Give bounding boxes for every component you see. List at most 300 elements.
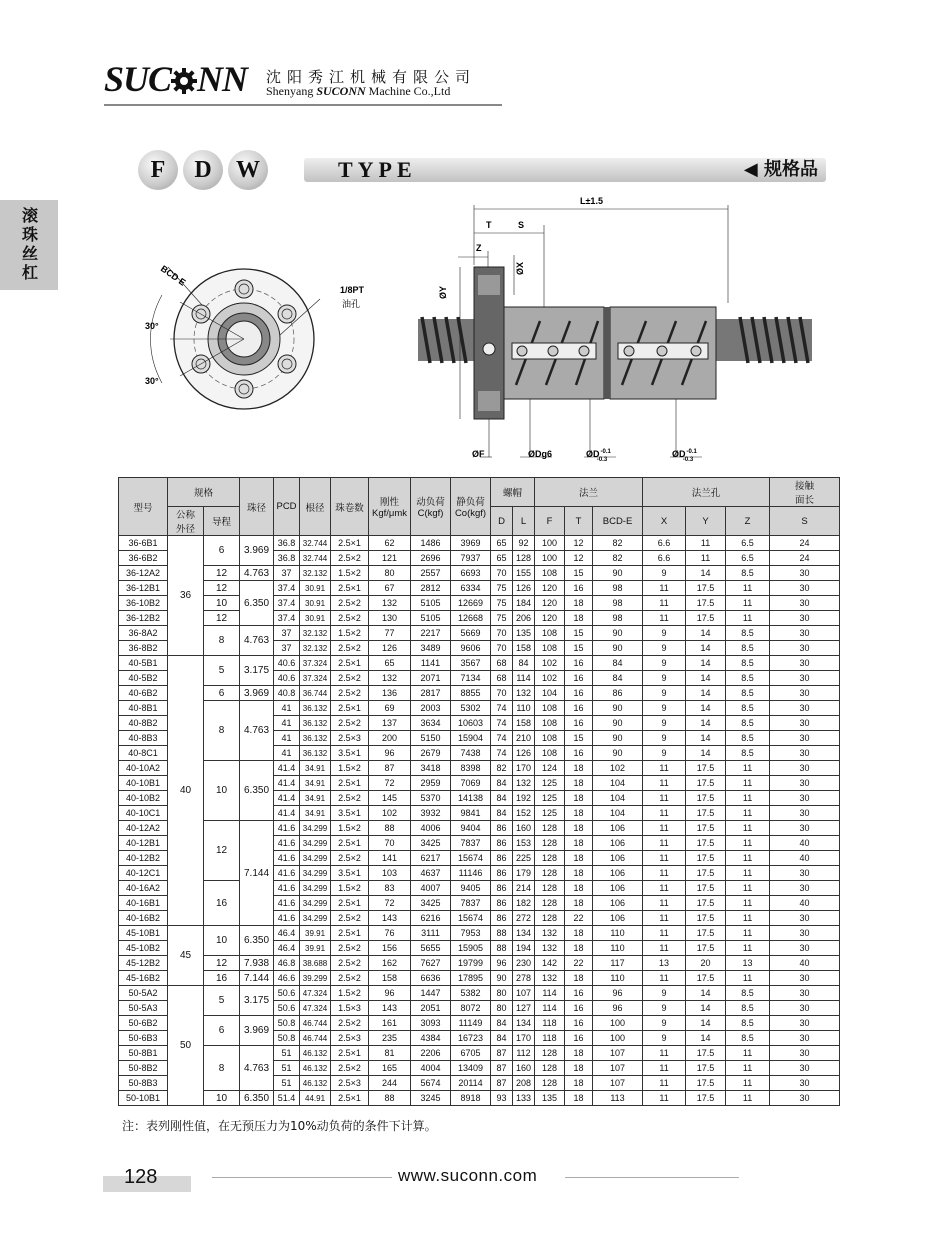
value-cell: 11: [686, 551, 726, 566]
value-cell: 2.5×1: [331, 656, 369, 671]
type-letter-2: D: [183, 150, 223, 190]
value-cell: 36.132: [300, 731, 331, 746]
value-cell: 87: [491, 1061, 513, 1076]
gear-logo-icon: [171, 68, 197, 94]
value-cell: 14: [686, 716, 726, 731]
value-cell: 70: [491, 641, 513, 656]
value-cell: 11: [643, 896, 686, 911]
value-cell: 3969: [451, 536, 491, 551]
value-cell: 46.4: [274, 941, 300, 956]
model-cell: 40-16B2: [119, 911, 168, 926]
value-cell: 30: [770, 716, 840, 731]
value-cell: 65: [491, 551, 513, 566]
value-cell: 41.4: [274, 806, 300, 821]
value-cell: 2557: [411, 566, 451, 581]
nominal-diameter-cell: 40: [168, 656, 204, 926]
value-cell: 41.4: [274, 761, 300, 776]
value-cell: 3245: [411, 1091, 451, 1106]
value-cell: 132: [535, 941, 565, 956]
col-static: 静负荷 Co(kgf): [451, 478, 491, 536]
value-cell: 100: [535, 536, 565, 551]
value-cell: 106: [593, 866, 643, 881]
value-cell: 11: [643, 1061, 686, 1076]
ball-diameter-cell: 3.175: [240, 986, 274, 1016]
value-cell: 17.5: [686, 971, 726, 986]
value-cell: 13: [726, 956, 770, 971]
value-cell: 86: [593, 686, 643, 701]
value-cell: 18: [565, 866, 593, 881]
value-cell: 3425: [411, 896, 451, 911]
value-cell: 18: [565, 821, 593, 836]
col-f: F: [535, 507, 565, 536]
value-cell: 34.91: [300, 776, 331, 791]
value-cell: 8.5: [726, 1016, 770, 1031]
value-cell: 2.5×2: [331, 551, 369, 566]
value-cell: 106: [593, 881, 643, 896]
value-cell: 2.5×2: [331, 941, 369, 956]
value-cell: 96: [491, 956, 513, 971]
value-cell: 145: [369, 791, 411, 806]
footnote: 注：表列刚性值，在无预压力为10%动负荷的条件下计算。: [122, 1119, 437, 1133]
value-cell: 114: [535, 1001, 565, 1016]
value-cell: 108: [535, 566, 565, 581]
model-cell: 40-12C1: [119, 866, 168, 881]
value-cell: 8855: [451, 686, 491, 701]
model-cell: 40-10B1: [119, 776, 168, 791]
value-cell: 41: [274, 701, 300, 716]
value-cell: 84: [593, 671, 643, 686]
value-cell: 160: [513, 821, 535, 836]
value-cell: 104: [593, 806, 643, 821]
value-cell: 9: [643, 731, 686, 746]
value-cell: 18: [565, 1061, 593, 1076]
table-row: [119, 536, 840, 551]
value-cell: 2.5×2: [331, 686, 369, 701]
value-cell: 18: [565, 851, 593, 866]
value-cell: 11: [643, 881, 686, 896]
value-cell: 38.688: [300, 956, 331, 971]
value-cell: 104: [535, 686, 565, 701]
value-cell: 128: [535, 866, 565, 881]
value-cell: 41.6: [274, 836, 300, 851]
value-cell: 8.5: [726, 701, 770, 716]
value-cell: 9: [643, 656, 686, 671]
col-nut: 螺帽: [491, 478, 535, 507]
value-cell: 34.299: [300, 896, 331, 911]
lead-cell: 5: [204, 656, 240, 686]
value-cell: 81: [369, 1046, 411, 1061]
ball-diameter-cell: 4.763: [240, 1046, 274, 1091]
value-cell: 6693: [451, 566, 491, 581]
value-cell: 11: [726, 821, 770, 836]
value-cell: 102: [369, 806, 411, 821]
table-row: [119, 581, 840, 596]
value-cell: 7837: [451, 836, 491, 851]
value-cell: 30: [770, 1076, 840, 1091]
value-cell: 14: [686, 1031, 726, 1046]
lead-cell: 12: [204, 611, 240, 626]
type-label: TYPE: [338, 157, 417, 182]
spec-table: [118, 477, 840, 1106]
value-cell: 46.4: [274, 926, 300, 941]
value-cell: 84: [491, 776, 513, 791]
value-cell: 11: [643, 581, 686, 596]
model-cell: 40-12A2: [119, 821, 168, 836]
ball-diameter-cell: 4.763: [240, 566, 274, 581]
col-pcd: PCD: [274, 478, 300, 536]
value-cell: 41: [274, 731, 300, 746]
value-cell: 9: [643, 1001, 686, 1016]
value-cell: 30: [770, 1001, 840, 1016]
value-cell: 8.5: [726, 1001, 770, 1016]
value-cell: 47.324: [300, 1001, 331, 1016]
value-cell: 67: [369, 581, 411, 596]
value-cell: 126: [513, 746, 535, 761]
value-cell: 46.8: [274, 956, 300, 971]
model-cell: 36-12B1: [119, 581, 168, 596]
value-cell: 46.132: [300, 1076, 331, 1091]
value-cell: 68: [491, 656, 513, 671]
model-cell: 40-12B1: [119, 836, 168, 851]
value-cell: 179: [513, 866, 535, 881]
value-cell: 72: [369, 896, 411, 911]
value-cell: 2.5×2: [331, 956, 369, 971]
value-cell: 18: [565, 791, 593, 806]
value-cell: 15904: [451, 731, 491, 746]
value-cell: 39.299: [300, 971, 331, 986]
value-cell: 2206: [411, 1046, 451, 1061]
value-cell: 51: [274, 1046, 300, 1061]
value-cell: 16: [565, 1001, 593, 1016]
value-cell: 18: [565, 761, 593, 776]
value-cell: 30: [770, 941, 840, 956]
value-cell: 14: [686, 641, 726, 656]
value-cell: 30: [770, 791, 840, 806]
value-cell: 36.132: [300, 746, 331, 761]
value-cell: 30: [770, 761, 840, 776]
value-cell: 18: [565, 1046, 593, 1061]
value-cell: 17.5: [686, 806, 726, 821]
value-cell: 17.5: [686, 836, 726, 851]
value-cell: 128: [535, 881, 565, 896]
value-cell: 1.5×2: [331, 881, 369, 896]
value-cell: 90: [593, 566, 643, 581]
value-cell: 134: [513, 1016, 535, 1031]
value-cell: 30.91: [300, 581, 331, 596]
value-cell: 74: [491, 731, 513, 746]
model-cell: 40-16A2: [119, 881, 168, 896]
value-cell: 30: [770, 746, 840, 761]
value-cell: 7937: [451, 551, 491, 566]
value-cell: 6.5: [726, 536, 770, 551]
value-cell: 40: [770, 836, 840, 851]
lead-cell: 12: [204, 821, 240, 881]
value-cell: 3932: [411, 806, 451, 821]
value-cell: 107: [593, 1061, 643, 1076]
ball-diameter-cell: 6.350: [240, 926, 274, 956]
value-cell: 152: [513, 806, 535, 821]
value-cell: 143: [369, 911, 411, 926]
value-cell: 17.5: [686, 911, 726, 926]
value-cell: 9: [643, 986, 686, 1001]
value-cell: 1486: [411, 536, 451, 551]
col-z: Z: [726, 507, 770, 536]
value-cell: 30: [770, 866, 840, 881]
value-cell: 128: [535, 821, 565, 836]
value-cell: 11: [643, 1076, 686, 1091]
value-cell: 128: [535, 896, 565, 911]
value-cell: 40.6: [274, 671, 300, 686]
model-cell: 45-12B2: [119, 956, 168, 971]
value-cell: 7953: [451, 926, 491, 941]
value-cell: 14: [686, 1016, 726, 1031]
value-cell: 5105: [411, 611, 451, 626]
value-cell: 17.5: [686, 1046, 726, 1061]
value-cell: 30: [770, 911, 840, 926]
value-cell: 182: [513, 896, 535, 911]
ball-diameter-cell: 4.763: [240, 701, 274, 761]
value-cell: 110: [593, 971, 643, 986]
col-holes: 法兰孔: [643, 478, 770, 507]
value-cell: 12: [565, 536, 593, 551]
col-x: X: [643, 507, 686, 536]
value-cell: 41: [274, 716, 300, 731]
value-cell: 30: [770, 776, 840, 791]
value-cell: 18: [565, 776, 593, 791]
value-cell: 16: [565, 581, 593, 596]
value-cell: 34.299: [300, 881, 331, 896]
value-cell: 30: [770, 686, 840, 701]
value-cell: 17.5: [686, 776, 726, 791]
ball-diameter-cell: 3.175: [240, 656, 274, 686]
value-cell: 118: [535, 1031, 565, 1046]
value-cell: 8072: [451, 1001, 491, 1016]
value-cell: 17.5: [686, 1061, 726, 1076]
value-cell: 41.6: [274, 911, 300, 926]
value-cell: 106: [593, 821, 643, 836]
value-cell: 84: [491, 1016, 513, 1031]
value-cell: 30: [770, 671, 840, 686]
value-cell: 30: [770, 881, 840, 896]
value-cell: 40: [770, 956, 840, 971]
value-cell: 3489: [411, 641, 451, 656]
value-cell: 2051: [411, 1001, 451, 1016]
value-cell: 83: [369, 881, 411, 896]
value-cell: 108: [535, 626, 565, 641]
value-cell: 17.5: [686, 881, 726, 896]
model-cell: 45-16B2: [119, 971, 168, 986]
value-cell: 87: [491, 1076, 513, 1091]
value-cell: 3418: [411, 761, 451, 776]
ball-diameter-cell: 7.938: [240, 956, 274, 971]
value-cell: 6705: [451, 1046, 491, 1061]
value-cell: 8.5: [726, 716, 770, 731]
value-cell: 84: [593, 656, 643, 671]
value-cell: 30: [770, 1031, 840, 1046]
value-cell: 5674: [411, 1076, 451, 1091]
value-cell: 13: [643, 956, 686, 971]
value-cell: 16: [565, 746, 593, 761]
value-cell: 24: [770, 551, 840, 566]
value-cell: 17.5: [686, 596, 726, 611]
value-cell: 107: [593, 1076, 643, 1091]
value-cell: 14: [686, 626, 726, 641]
value-cell: 161: [369, 1016, 411, 1031]
value-cell: 4006: [411, 821, 451, 836]
lead-cell: 6: [204, 686, 240, 701]
value-cell: 11: [726, 806, 770, 821]
value-cell: 11: [643, 1091, 686, 1106]
col-bcd: BCD-E: [593, 507, 643, 536]
value-cell: 14: [686, 986, 726, 1001]
value-cell: 17895: [451, 971, 491, 986]
value-cell: 18: [565, 881, 593, 896]
lead-cell: 10: [204, 1091, 240, 1106]
model-cell: 45-10B1: [119, 926, 168, 941]
col-t: T: [565, 507, 593, 536]
value-cell: 11: [643, 791, 686, 806]
value-cell: 11: [726, 596, 770, 611]
value-cell: 11: [726, 1091, 770, 1106]
value-cell: 125: [535, 791, 565, 806]
value-cell: 41.4: [274, 791, 300, 806]
lead-cell: 8: [204, 1046, 240, 1091]
value-cell: 11: [643, 776, 686, 791]
value-cell: 84: [491, 791, 513, 806]
value-cell: 22: [565, 956, 593, 971]
value-cell: 88: [369, 821, 411, 836]
value-cell: 30: [770, 1016, 840, 1031]
value-cell: 30: [770, 821, 840, 836]
ball-diameter-cell: 7.144: [240, 821, 274, 926]
value-cell: 126: [513, 581, 535, 596]
value-cell: 104: [593, 791, 643, 806]
ball-diameter-cell: 3.969: [240, 536, 274, 566]
value-cell: 17.5: [686, 941, 726, 956]
nominal-diameter-cell: 45: [168, 926, 204, 986]
lead-cell: 10: [204, 761, 240, 821]
col-dynamic: 动负荷 C(kgf): [411, 478, 451, 536]
value-cell: 74: [491, 701, 513, 716]
value-cell: 137: [369, 716, 411, 731]
value-cell: 142: [535, 956, 565, 971]
value-cell: 36.744: [300, 686, 331, 701]
value-cell: 87: [369, 761, 411, 776]
col-flange: 法兰: [535, 478, 643, 507]
value-cell: 44.91: [300, 1091, 331, 1106]
value-cell: 39.91: [300, 941, 331, 956]
value-cell: 90: [593, 746, 643, 761]
value-cell: 34.299: [300, 866, 331, 881]
value-cell: 1.5×2: [331, 761, 369, 776]
model-cell: 40-16B1: [119, 896, 168, 911]
model-cell: 40-5B2: [119, 671, 168, 686]
value-cell: 65: [491, 536, 513, 551]
value-cell: 37: [274, 641, 300, 656]
model-cell: 50-10B1: [119, 1091, 168, 1106]
value-cell: 5105: [411, 596, 451, 611]
value-cell: 170: [513, 1031, 535, 1046]
table-row: [119, 1091, 840, 1106]
value-cell: 11: [726, 896, 770, 911]
value-cell: 134: [513, 926, 535, 941]
value-cell: 14: [686, 701, 726, 716]
model-cell: 40-10C1: [119, 806, 168, 821]
model-cell: 40-8C1: [119, 746, 168, 761]
value-cell: 96: [593, 1001, 643, 1016]
value-cell: 32.132: [300, 641, 331, 656]
table-row: [119, 821, 840, 836]
value-cell: 127: [513, 1001, 535, 1016]
value-cell: 18: [565, 836, 593, 851]
value-cell: 108: [535, 746, 565, 761]
value-cell: 9: [643, 701, 686, 716]
value-cell: 162: [369, 956, 411, 971]
value-cell: 118: [535, 1016, 565, 1031]
value-cell: 120: [535, 611, 565, 626]
value-cell: 15: [565, 641, 593, 656]
value-cell: 15905: [451, 941, 491, 956]
value-cell: 8.5: [726, 986, 770, 1001]
value-cell: 41.6: [274, 896, 300, 911]
table-row: [119, 596, 840, 611]
value-cell: 82: [593, 551, 643, 566]
value-cell: 8398: [451, 761, 491, 776]
value-cell: 11: [686, 536, 726, 551]
value-cell: 106: [593, 851, 643, 866]
value-cell: 11: [726, 851, 770, 866]
value-cell: 14: [686, 671, 726, 686]
value-cell: 2.5×1: [331, 581, 369, 596]
value-cell: 2.5×1: [331, 836, 369, 851]
model-cell: 36-10B2: [119, 596, 168, 611]
model-cell: 40-8B3: [119, 731, 168, 746]
value-cell: 3634: [411, 716, 451, 731]
value-cell: 30: [770, 1046, 840, 1061]
value-cell: 18: [565, 806, 593, 821]
value-cell: 8.5: [726, 641, 770, 656]
value-cell: 34.299: [300, 821, 331, 836]
value-cell: 17.5: [686, 1091, 726, 1106]
value-cell: 103: [369, 866, 411, 881]
value-cell: 2.5×2: [331, 1061, 369, 1076]
value-cell: 128: [535, 1076, 565, 1091]
col-turns: 珠卷数: [331, 478, 369, 536]
model-cell: 50-8B2: [119, 1061, 168, 1076]
value-cell: 120: [535, 581, 565, 596]
value-cell: 18: [565, 971, 593, 986]
model-cell: 36-6B1: [119, 536, 168, 551]
value-cell: 17.5: [686, 896, 726, 911]
value-cell: 17.5: [686, 791, 726, 806]
value-cell: 17.5: [686, 926, 726, 941]
value-cell: 6.6: [643, 551, 686, 566]
model-cell: 40-8B1: [119, 701, 168, 716]
value-cell: 41.6: [274, 881, 300, 896]
value-cell: 40.6: [274, 656, 300, 671]
value-cell: 128: [535, 911, 565, 926]
col-stiffness: 刚性 Kgf/μmk: [369, 478, 411, 536]
spec-label: ◀ 规格品: [743, 159, 818, 180]
s-dim-label: S: [518, 220, 525, 230]
value-cell: 7627: [411, 956, 451, 971]
model-cell: 40-6B2: [119, 686, 168, 701]
value-cell: 11: [726, 1061, 770, 1076]
value-cell: 156: [369, 941, 411, 956]
value-cell: 88: [491, 941, 513, 956]
col-ball: 珠径: [240, 478, 274, 536]
value-cell: 104: [593, 776, 643, 791]
